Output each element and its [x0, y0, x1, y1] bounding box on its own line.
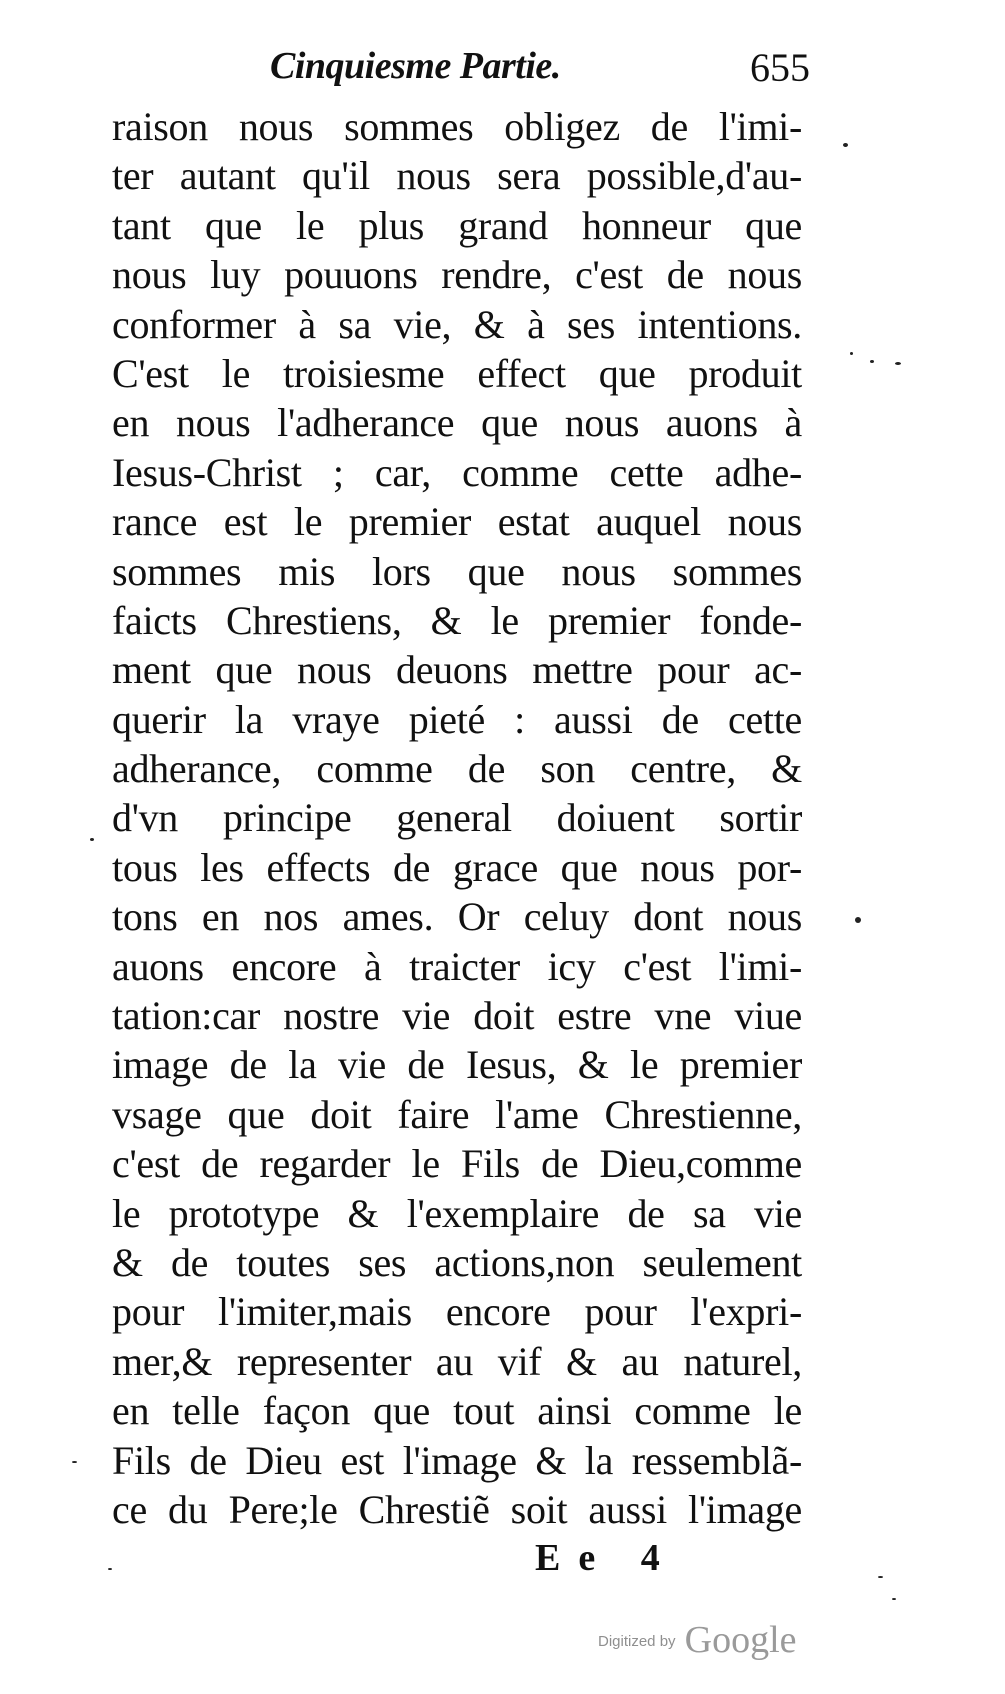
watermark-prefix: Digitized by — [598, 1633, 676, 1650]
text-line: mer,& representer au vif & au naturel, — [112, 1338, 802, 1384]
text-line: en nous l'adherance que nous auons à — [112, 400, 802, 446]
scan-speck — [90, 838, 94, 841]
scan-speck — [895, 362, 901, 365]
text-line: nous luy pouuons rendre, c'est de nous — [112, 252, 802, 298]
text-line: tant que le plus grand honneur que — [112, 202, 802, 248]
page-number: 655 — [750, 45, 810, 90]
text-line: auons encore à traicter icy c'est l'imi- — [112, 943, 802, 989]
text-line: tation:car nostre vie doit estre vne viue — [112, 993, 802, 1039]
scan-speck — [843, 143, 848, 147]
text-line: ter autant qu'il nous sera possible,d'au- — [112, 153, 802, 199]
text-line: d'vn principe general doiuent sortir — [112, 795, 802, 841]
text-line: pour l'imiter,mais encore pour l'expri- — [112, 1289, 802, 1335]
signature-mark: Ee 4 — [535, 1537, 678, 1579]
text-line: c'est de regarder le Fils de Dieu,comme — [112, 1141, 802, 1187]
digitized-watermark — [598, 1618, 797, 1662]
text-line: image de la vie de Iesus, & le premier — [112, 1042, 802, 1088]
scan-speck — [72, 1461, 77, 1463]
scan-speck — [108, 1568, 112, 1570]
scan-speck — [850, 352, 853, 355]
text-line: rance est le premier estat auquel nous — [112, 499, 802, 545]
scan-speck — [870, 360, 874, 363]
text-line: tous les effects de grace que nous por- — [112, 844, 802, 890]
text-line: faicts Chrestiens, & le premier fonde- — [112, 597, 802, 643]
scan-speck — [892, 1598, 896, 1600]
text-line: & de toutes ses actions,non seulement — [112, 1239, 802, 1285]
text-line: sommes mis lors que nous sommes — [112, 548, 802, 594]
scan-speck — [878, 1576, 883, 1578]
text-line: le prototype & l'exemplaire de sa vie — [112, 1190, 802, 1236]
text-line: adherance, comme de son centre, & — [112, 746, 802, 792]
running-head — [270, 44, 810, 100]
text-line: ment que nous deuons mettre pour ac- — [112, 647, 802, 693]
text-line: ce du Pere;le Chrestiẽ soit aussi l'image — [112, 1486, 802, 1532]
text-line: tons en nos ames. Or celuy dont nous — [112, 894, 802, 940]
text-line: Fils de Dieu est l'image & la ressemblã- — [112, 1437, 802, 1483]
running-title: Cinquiesme Partie. — [270, 45, 561, 87]
body-text — [112, 102, 802, 1534]
text-line: C'est le troisiesme effect que produit — [112, 350, 802, 396]
text-line: en telle façon que tout ainsi comme le — [112, 1388, 802, 1434]
text-line: querir la vraye pieté : aussi de cette — [112, 696, 802, 742]
scan-speck — [855, 917, 861, 923]
text-line: Iesus-Christ ; car, comme cette adhe- — [112, 449, 802, 495]
text-line: conformer à sa vie, & à ses intentions. — [112, 301, 802, 347]
text-line: raison nous sommes obligez de l'imi- — [112, 104, 802, 149]
google-logo: Google — [684, 1619, 797, 1661]
text-line: vsage que doit faire l'ame Chrestienne, — [112, 1091, 802, 1137]
